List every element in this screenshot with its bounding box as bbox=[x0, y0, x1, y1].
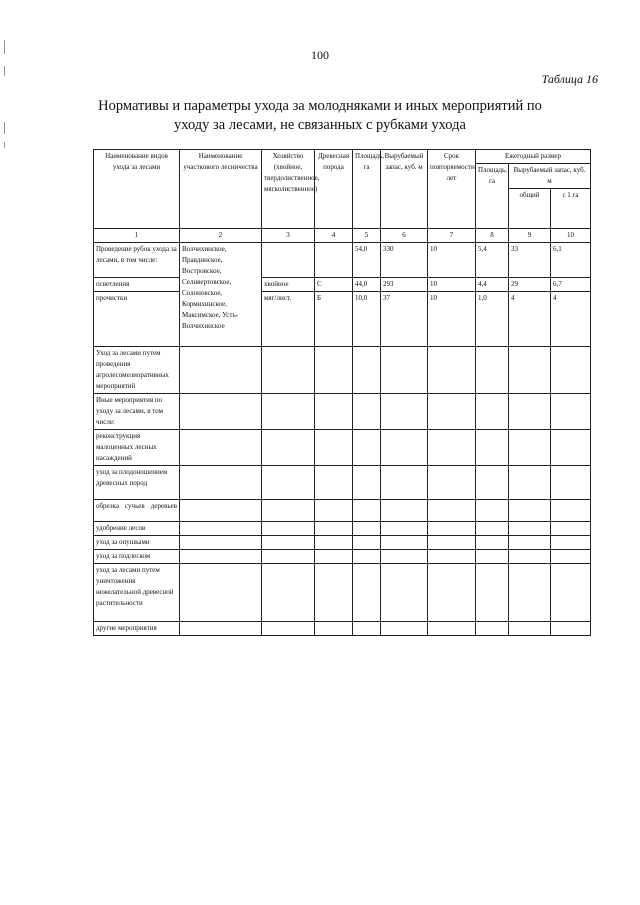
header-annual-area: Площадь, га bbox=[476, 164, 509, 229]
column-number: 1 bbox=[94, 229, 180, 243]
cell-stock: 293 bbox=[381, 278, 428, 292]
cell-total: 29 bbox=[509, 278, 551, 292]
row-name: уход за подлеском bbox=[94, 550, 180, 564]
header-stock: Вырубаемый запас, куб. м bbox=[381, 150, 428, 229]
table-row bbox=[94, 564, 591, 622]
row-name: уход за плодоношением древесных пород bbox=[94, 466, 180, 500]
margin-mark bbox=[4, 122, 5, 134]
header-period: Срок повторяемости, лет bbox=[428, 150, 476, 229]
cell-area: 44,0 bbox=[353, 278, 381, 292]
row-name: Иные мероприятия по уходу за лесами, в том числе: bbox=[94, 394, 180, 430]
cell-per-ha: 6,1 bbox=[551, 243, 591, 278]
row-name: Уход за лесами путем проведения агролесомелиоративных мероприятий bbox=[94, 347, 180, 394]
table-row bbox=[94, 292, 591, 347]
cell-annual-area: 4,4 bbox=[476, 278, 509, 292]
column-number: 6 bbox=[381, 229, 428, 243]
column-number: 8 bbox=[476, 229, 509, 243]
cell-per-ha: 4 bbox=[551, 292, 591, 347]
header-farm: Хозяйство (хвойное, твердолиственное, мягколиственное) bbox=[262, 150, 315, 229]
row-name: Проведение рубок ухода за лесами, в том числе: bbox=[94, 243, 180, 278]
cell-period: 10 bbox=[428, 278, 476, 292]
margin-mark bbox=[4, 66, 5, 76]
row-name: уход за опушками bbox=[94, 536, 180, 550]
cell-species bbox=[315, 243, 353, 278]
row-name: обрезка сучьев деревьев bbox=[94, 500, 180, 522]
column-number: 3 bbox=[262, 229, 315, 243]
row-name: осветления bbox=[94, 278, 180, 292]
header-type: Наименование видов ухода за лесами bbox=[94, 150, 180, 229]
header-annual-stock: Вырубаемый запас, куб. м bbox=[509, 164, 591, 189]
header-annual: Ежегодный размер bbox=[476, 150, 591, 164]
column-number: 2 bbox=[180, 229, 262, 243]
table-row bbox=[94, 500, 591, 522]
cell-stock: 37 bbox=[381, 292, 428, 347]
row-name: прочистки bbox=[94, 292, 180, 347]
page-title: Нормативы и параметры ухода за молодняками и иных мероприятий по уходу за лесами, не связанных с рубками ухода bbox=[98, 98, 542, 133]
table-row bbox=[94, 243, 591, 278]
cell-period: 10 bbox=[428, 243, 476, 278]
row-name: другие мероприятия bbox=[94, 622, 180, 636]
margin-mark bbox=[4, 142, 5, 148]
page-number: 100 bbox=[311, 48, 329, 62]
table-row bbox=[94, 430, 591, 466]
cell-annual-area: 1,0 bbox=[476, 292, 509, 347]
table-row bbox=[94, 278, 591, 292]
column-number: 4 bbox=[315, 229, 353, 243]
forestry-list: Волчихинское, Правдинское, Востровское, Селивертовское, Солоновское, Кормихинское, Максимское, Усть-Волчихинское bbox=[180, 243, 262, 347]
header-area: Площадь, га bbox=[353, 150, 381, 229]
cell-period: 10 bbox=[428, 292, 476, 347]
row-name: удобрение лесов bbox=[94, 522, 180, 536]
column-number: 9 bbox=[509, 229, 551, 243]
cell-species: Б bbox=[315, 292, 353, 347]
cell-area: 54,0 bbox=[353, 243, 381, 278]
cell-farm: мяг/лист. bbox=[262, 292, 315, 347]
cell-farm: хвойное bbox=[262, 278, 315, 292]
column-number: 7 bbox=[428, 229, 476, 243]
norms-table bbox=[93, 149, 591, 636]
table-label: Таблица 16 bbox=[541, 72, 598, 86]
row-name: реконструкция малоценных лесных насаждений bbox=[94, 430, 180, 466]
header-stock-total: общий bbox=[509, 189, 551, 229]
table-row bbox=[94, 550, 591, 564]
cell-annual-area: 5,4 bbox=[476, 243, 509, 278]
header-species: Древесная порода bbox=[315, 150, 353, 229]
row-name: уход за лесами путем уничтожения нежелательной древесной растительности bbox=[94, 564, 180, 622]
table-row bbox=[94, 622, 591, 636]
cell-area: 10,0 bbox=[353, 292, 381, 347]
cell-total: 33 bbox=[509, 243, 551, 278]
cell-per-ha: 6,7 bbox=[551, 278, 591, 292]
header-stock-per-ha: с 1 га bbox=[551, 189, 591, 229]
table-row bbox=[94, 522, 591, 536]
table-row bbox=[94, 394, 591, 430]
header-forestry: Наименование участкового лесничества bbox=[180, 150, 262, 229]
column-number: 10 bbox=[551, 229, 591, 243]
cell-farm bbox=[262, 243, 315, 278]
table-row bbox=[94, 347, 591, 394]
table-row bbox=[94, 466, 591, 500]
table-row bbox=[94, 536, 591, 550]
column-number: 5 bbox=[353, 229, 381, 243]
cell-total: 4 bbox=[509, 292, 551, 347]
cell-stock: 330 bbox=[381, 243, 428, 278]
cell-species: С bbox=[315, 278, 353, 292]
